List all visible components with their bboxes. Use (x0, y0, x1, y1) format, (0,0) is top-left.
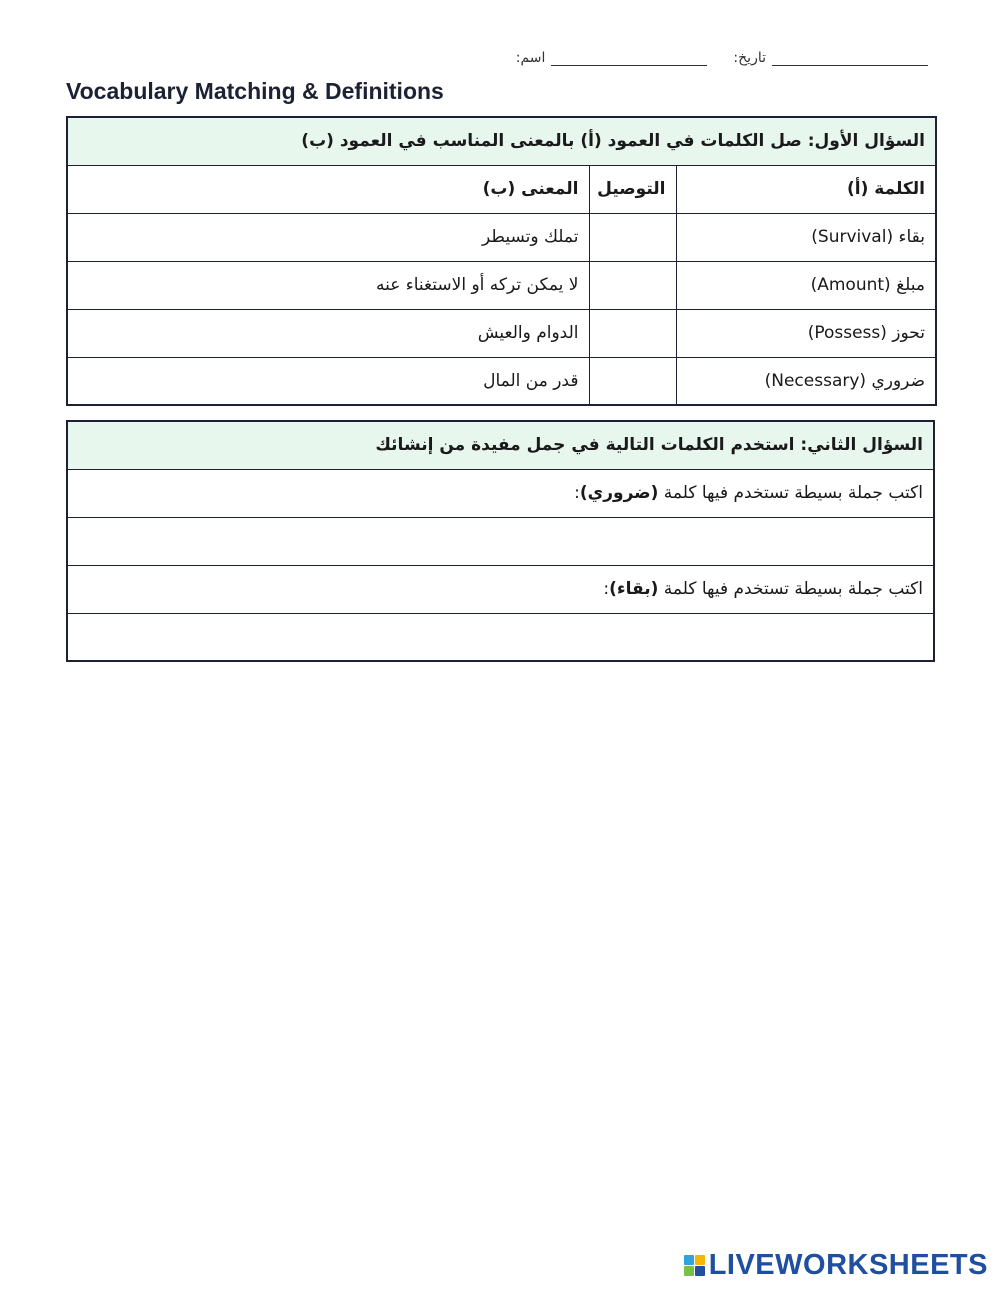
word-column-header: الكلمة (أ) (676, 165, 936, 213)
prompt-keyword: (بقاء) (609, 579, 659, 599)
question-2-header (67, 421, 934, 469)
table-row (67, 309, 936, 357)
date-field[interactable] (733, 50, 934, 66)
prompt-suffix: : (603, 579, 610, 599)
answer-box[interactable] (67, 613, 934, 661)
answer-row (67, 613, 934, 661)
link-cell[interactable] (589, 261, 676, 309)
sentence-table (66, 420, 935, 662)
prompt-prefix: اكتب جملة بسيطة تستخدم فيها كلمة (658, 579, 923, 599)
meaning-cell: الدوام والعيش (67, 309, 589, 357)
logo-square (684, 1255, 694, 1265)
table-row (67, 213, 936, 261)
word-cell: مبلغ (Amount) (676, 261, 936, 309)
link-column-header: التوصيل (589, 165, 676, 213)
liveworksheets-logo (684, 1249, 988, 1282)
word-cell: بقاء (Survival) (676, 213, 936, 261)
page-title: Vocabulary Matching & Definitions (66, 78, 444, 104)
question-1-prompt: السؤال الأول: صل الكلمات في العمود (أ) بالمعنى المناسب في العمود (ب) (67, 117, 936, 165)
prompt-keyword: (ضروري) (579, 483, 659, 503)
date-label: :تاريخ (733, 50, 766, 66)
table-row (67, 261, 936, 309)
sentence-prompt-row (67, 565, 934, 613)
matching-table (66, 116, 937, 406)
word-cell: تحوز (Possess) (676, 309, 936, 357)
word-cell: ضروري (Necessary) (676, 357, 936, 405)
meaning-cell: قدر من المال (67, 357, 589, 405)
answer-row (67, 517, 934, 565)
prompt-prefix: اكتب جملة بسيطة تستخدم فيها كلمة (658, 483, 923, 503)
link-cell[interactable] (589, 213, 676, 261)
link-cell[interactable] (589, 309, 676, 357)
table-row (67, 357, 936, 405)
logo-square (684, 1266, 694, 1276)
question-1-header (67, 117, 936, 165)
logo-mark-icon (684, 1255, 705, 1276)
question-2-prompt: السؤال الثاني: استخدم الكلمات التالية في جمل مفيدة من إنشائك (67, 421, 934, 469)
link-cell[interactable] (589, 357, 676, 405)
answer-box[interactable] (67, 517, 934, 565)
logo-square (695, 1255, 705, 1265)
name-field[interactable] (516, 50, 714, 66)
name-blank[interactable] (551, 51, 707, 66)
sentence-prompt (67, 565, 934, 613)
meaning-cell: تملك وتسيطر (67, 213, 589, 261)
logo-square (695, 1266, 705, 1276)
logo-text: LIVEWORKSHEETS (708, 1249, 988, 1281)
sentence-prompt (67, 469, 934, 517)
name-label: :اسم (515, 50, 546, 66)
date-blank[interactable] (772, 51, 928, 66)
student-info-line (516, 50, 934, 66)
prompt-suffix: : (574, 483, 580, 503)
meaning-column-header: المعنى (ب) (67, 165, 589, 213)
column-headers (67, 165, 936, 213)
meaning-cell: لا يمكن تركه أو الاستغناء عنه (67, 261, 589, 309)
sentence-prompt-row (67, 469, 934, 517)
